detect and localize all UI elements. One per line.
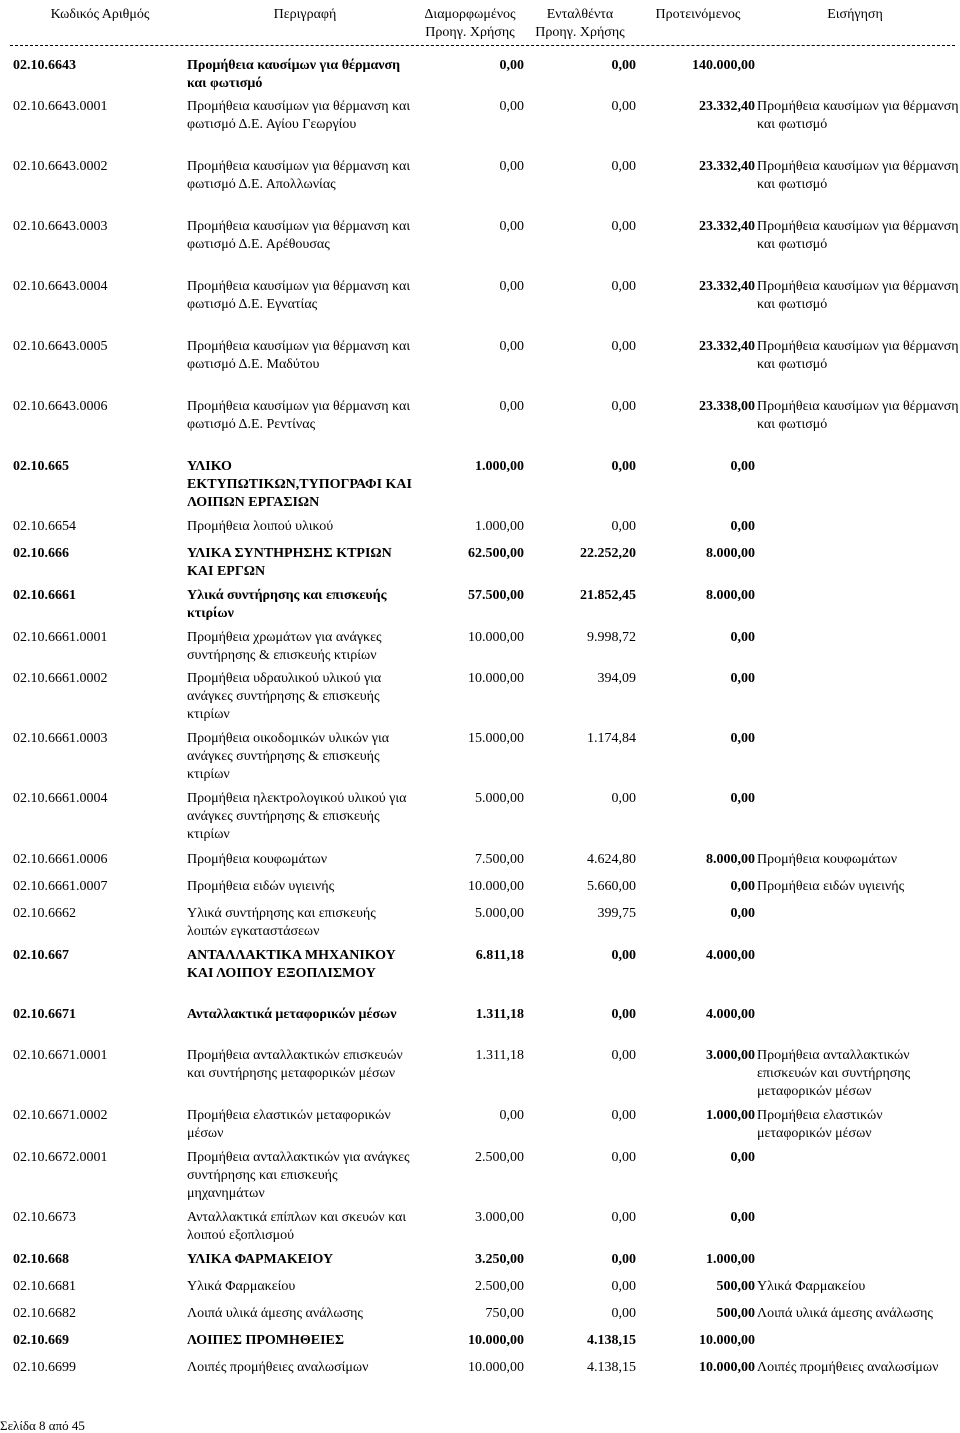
ordered-prev-year-cell: 0,00	[611, 1048, 636, 1063]
proposed-cell: 8.000,00	[706, 546, 755, 561]
proposed-cell: 10.000,00	[699, 1360, 755, 1375]
code-cell: 02.10.668	[13, 1252, 69, 1267]
proposed-cell: 23.332,40	[699, 159, 755, 174]
code-cell: 02.10.6661.0002	[13, 671, 108, 686]
proposed-cell: 1.000,00	[706, 1108, 755, 1123]
code-cell: 02.10.6643.0003	[13, 219, 108, 234]
description-cell: Προμήθεια καυσίμων για θέρμανση και φωτισμό Δ.Ε. Απολλωνίας	[187, 159, 411, 192]
adjusted-prev-year-cell: 7.500,00	[475, 852, 524, 867]
ordered-prev-year-cell: 0,00	[611, 1210, 636, 1225]
code-cell: 02.10.6643	[13, 58, 76, 73]
ordered-prev-year-cell: 0,00	[611, 1279, 636, 1294]
code-cell: 02.10.6662	[13, 906, 76, 921]
description-cell: Προμήθεια καυσίμων για θέρμανση και φωτισμό Δ.Ε. Ρεντίνας	[187, 399, 411, 432]
description-cell: Προμήθεια ηλεκτρολογικού υλικού για ανάγκες συντήρησης & επισκευής κτιρίων	[187, 791, 407, 842]
code-cell: 02.10.666	[13, 546, 69, 561]
proposed-cell: 4.000,00	[706, 1007, 755, 1022]
adjusted-prev-year-cell: 6.811,18	[475, 948, 524, 963]
proposed-cell: 23.332,40	[699, 339, 755, 354]
report-cell: Προμήθεια καυσίμων για θέρμανση και φωτισμό	[757, 99, 959, 132]
header-ordered	[525, 6, 635, 42]
report-cell: Προμήθεια καυσίμων για θέρμανση και φωτισμό	[757, 159, 959, 192]
table-header	[0, 0, 960, 44]
code-cell: 02.10.6682	[13, 1306, 76, 1321]
ordered-prev-year-cell: 4.138,15	[587, 1333, 636, 1348]
proposed-cell: 500,00	[716, 1306, 755, 1321]
description-cell: Προμήθεια καυσίμων για θέρμανση και φωτισμό Δ.Ε. Αρέθουσας	[187, 219, 411, 252]
adjusted-prev-year-cell: 57.500,00	[468, 588, 524, 603]
header-proposed: Προτεινόμενος	[655, 7, 741, 22]
header-report: Εισήγηση	[827, 7, 883, 22]
ordered-prev-year-cell: 0,00	[611, 399, 636, 414]
adjusted-prev-year-cell: 10.000,00	[468, 1333, 524, 1348]
adjusted-prev-year-cell: 10.000,00	[468, 879, 524, 894]
header-ordered-line1: Ενταλθέντα	[546, 7, 614, 22]
ordered-prev-year-cell: 0,00	[611, 948, 636, 963]
code-cell: 02.10.669	[13, 1333, 69, 1348]
ordered-prev-year-cell: 4.624,80	[587, 852, 636, 867]
proposed-cell: 0,00	[730, 879, 755, 894]
proposed-cell: 0,00	[730, 1210, 755, 1225]
description-cell: Προμήθεια ειδών υγιεινής	[187, 879, 335, 894]
description-cell: Προμήθεια καυσίμων για θέρμανση και φωτισμό Δ.Ε. Αγίου Γεωργίου	[187, 99, 411, 132]
ordered-prev-year-cell: 0,00	[611, 1150, 636, 1165]
code-cell: 02.10.6661.0007	[13, 879, 108, 894]
proposed-cell: 0,00	[730, 630, 755, 645]
ordered-prev-year-cell: 0,00	[611, 1108, 636, 1123]
adjusted-prev-year-cell: 0,00	[499, 1108, 524, 1123]
header-adjusted	[415, 6, 525, 42]
ordered-prev-year-cell: 0,00	[611, 159, 636, 174]
proposed-cell: 8.000,00	[706, 852, 755, 867]
adjusted-prev-year-cell: 3.000,00	[475, 1210, 524, 1225]
description-cell: Λοιπές προμήθειες αναλωσίμων	[187, 1360, 369, 1375]
description-cell: Προμήθεια χρωμάτων για ανάγκες συντήρησης & επισκευής κτιρίων	[187, 630, 382, 663]
description-cell: Προμήθεια υδραυλικού υλικού για ανάγκες συντήρησης & επισκευής κτιρίων	[187, 671, 382, 722]
report-cell: Προμήθεια καυσίμων για θέρμανση και φωτισμό	[757, 399, 959, 432]
proposed-cell: 0,00	[730, 791, 755, 806]
code-cell: 02.10.6643.0002	[13, 159, 108, 174]
description-cell: Υλικά Φαρμακείου	[187, 1279, 296, 1294]
code-cell: 02.10.6671.0001	[13, 1048, 108, 1063]
adjusted-prev-year-cell: 0,00	[499, 219, 524, 234]
ordered-prev-year-cell: 21.852,45	[580, 588, 636, 603]
description-cell: Προμήθεια ανταλλακτικών για ανάγκες συντήρησης και επισκευής μηχανημάτων	[187, 1150, 410, 1201]
description-cell: Προμήθεια οικοδομικών υλικών για ανάγκες συντήρησης & επισκευής κτιρίων	[187, 731, 390, 782]
header-adjusted-line1: Διαμορφωμένος	[424, 7, 516, 22]
proposed-cell: 0,00	[730, 671, 755, 686]
code-cell: 02.10.6672.0001	[13, 1150, 108, 1165]
code-cell: 02.10.6661.0004	[13, 791, 108, 806]
ordered-prev-year-cell: 0,00	[611, 1306, 636, 1321]
header-description: Περιγραφή	[273, 7, 337, 22]
description-cell: ΥΛΙΚΟ ΕΚΤΥΠΩΤΙΚΩΝ,ΤΥΠΟΓΡΑΦΙ ΚΑΙ ΛΟΙΠΩΝ ΕΡΓΑΣΙΩΝ	[187, 459, 412, 510]
code-cell: 02.10.665	[13, 459, 69, 474]
adjusted-prev-year-cell: 0,00	[499, 279, 524, 294]
report-cell: Λοιπές προμήθειες αναλωσίμων	[757, 1360, 939, 1375]
code-cell: 02.10.6661	[13, 588, 76, 603]
description-cell: Προμήθεια ανταλλακτικών επισκευών και συντήρησης μεταφορικών μέσων	[187, 1048, 403, 1081]
code-cell: 02.10.6699	[13, 1360, 76, 1375]
proposed-cell: 0,00	[730, 519, 755, 534]
ordered-prev-year-cell: 0,00	[611, 519, 636, 534]
header-adjusted-line2: Προηγ. Χρήσης	[425, 25, 515, 40]
ordered-prev-year-cell: 22.252,20	[580, 546, 636, 561]
ordered-prev-year-cell: 0,00	[611, 219, 636, 234]
header-code: Κωδικός Αριθμός	[50, 7, 150, 22]
description-cell: Προμήθεια καυσίμων για θέρμανση και φωτισμό Δ.Ε. Μαδύτου	[187, 339, 411, 372]
ordered-prev-year-cell: 0,00	[611, 791, 636, 806]
code-cell: 02.10.6661.0001	[13, 630, 108, 645]
ordered-prev-year-cell: 0,00	[611, 459, 636, 474]
description-cell: Υλικά συντήρησης και επισκευής κτιρίων	[187, 588, 387, 621]
adjusted-prev-year-cell: 3.250,00	[475, 1252, 524, 1267]
proposed-cell: 0,00	[730, 731, 755, 746]
code-cell: 02.10.6671	[13, 1007, 76, 1022]
description-cell: Προμήθεια λοιπού υλικού	[187, 519, 334, 534]
ordered-prev-year-cell: 0,00	[611, 99, 636, 114]
ordered-prev-year-cell: 0,00	[611, 1007, 636, 1022]
ordered-prev-year-cell: 394,09	[597, 671, 636, 686]
page-number: Σελίδα 8 από 45	[0, 1418, 85, 1433]
adjusted-prev-year-cell: 5.000,00	[475, 906, 524, 921]
ordered-prev-year-cell: 0,00	[611, 1252, 636, 1267]
ordered-prev-year-cell: 0,00	[611, 58, 636, 73]
code-cell: 02.10.6654	[13, 519, 76, 534]
proposed-cell: 3.000,00	[706, 1048, 755, 1063]
proposed-cell: 1.000,00	[706, 1252, 755, 1267]
code-cell: 02.10.6681	[13, 1279, 76, 1294]
report-cell: Προμήθεια ελαστικών μεταφορικών μέσων	[757, 1108, 883, 1141]
adjusted-prev-year-cell: 10.000,00	[468, 630, 524, 645]
report-cell: Υλικά Φαρμακείου	[757, 1279, 866, 1294]
adjusted-prev-year-cell: 0,00	[499, 99, 524, 114]
description-cell: ΛΟΙΠΕΣ ΠΡΟΜΗΘΕΙΕΣ	[187, 1333, 345, 1348]
code-cell: 02.10.6643.0006	[13, 399, 108, 414]
proposed-cell: 0,00	[730, 1150, 755, 1165]
proposed-cell: 23.332,40	[699, 219, 755, 234]
proposed-cell: 23.332,40	[699, 99, 755, 114]
description-cell: Προμήθεια κουφωμάτων	[187, 852, 328, 867]
proposed-cell: 23.332,40	[699, 279, 755, 294]
proposed-cell: 8.000,00	[706, 588, 755, 603]
description-cell: ΥΛΙΚΑ ΦΑΡΜΑΚΕΙΟΥ	[187, 1252, 334, 1267]
ordered-prev-year-cell: 9.998,72	[587, 630, 636, 645]
description-cell: Προμήθεια καυσίμων για θέρμανση και φωτισμό Δ.Ε. Εγνατίας	[187, 279, 411, 312]
header-ordered-line2: Προηγ. Χρήσης	[535, 25, 625, 40]
proposed-cell: 4.000,00	[706, 948, 755, 963]
code-cell: 02.10.6673	[13, 1210, 76, 1225]
report-cell: Προμήθεια κουφωμάτων	[757, 852, 898, 867]
adjusted-prev-year-cell: 1.000,00	[475, 459, 524, 474]
ordered-prev-year-cell: 399,75	[597, 906, 636, 921]
ordered-prev-year-cell: 5.660,00	[587, 879, 636, 894]
ordered-prev-year-cell: 4.138,15	[587, 1360, 636, 1375]
report-cell: Προμήθεια καυσίμων για θέρμανση και φωτισμό	[757, 339, 959, 372]
adjusted-prev-year-cell: 0,00	[499, 399, 524, 414]
adjusted-prev-year-cell: 2.500,00	[475, 1279, 524, 1294]
adjusted-prev-year-cell: 1.311,18	[475, 1007, 524, 1022]
adjusted-prev-year-cell: 0,00	[499, 339, 524, 354]
adjusted-prev-year-cell: 1.311,18	[475, 1048, 524, 1063]
proposed-cell: 140.000,00	[692, 58, 755, 73]
code-cell: 02.10.6671.0002	[13, 1108, 108, 1123]
description-cell: Υλικά συντήρησης και επισκευής λοιπών εγκαταστάσεων	[187, 906, 376, 939]
description-cell: Ανταλλακτικά μεταφορικών μέσων	[187, 1007, 397, 1022]
ordered-prev-year-cell: 0,00	[611, 339, 636, 354]
adjusted-prev-year-cell: 10.000,00	[468, 671, 524, 686]
description-cell: ΑΝΤΑΛΛΑΚΤΙΚΑ ΜΗΧΑΝΙΚΟΥ ΚΑΙ ΛΟΙΠΟΥ ΕΞΟΠΛΙΣΜΟΥ	[187, 948, 396, 981]
adjusted-prev-year-cell: 0,00	[499, 58, 524, 73]
code-cell: 02.10.6643.0004	[13, 279, 108, 294]
description-cell: Ανταλλακτικά επίπλων και σκευών και λοιπού εξοπλισμού	[187, 1210, 407, 1243]
proposed-cell: 500,00	[716, 1279, 755, 1294]
adjusted-prev-year-cell: 5.000,00	[475, 791, 524, 806]
report-cell: Προμήθεια καυσίμων για θέρμανση και φωτισμό	[757, 279, 959, 312]
report-cell: Προμήθεια καυσίμων για θέρμανση και φωτισμό	[757, 219, 959, 252]
adjusted-prev-year-cell: 0,00	[499, 159, 524, 174]
report-cell: Προμήθεια ανταλλακτικών επισκευών και συντήρησης μεταφορικών μέσων	[757, 1048, 911, 1099]
report-cell: Λοιπά υλικά άμεσης ανάλωσης	[757, 1306, 933, 1321]
code-cell: 02.10.667	[13, 948, 69, 963]
code-cell: 02.10.6661.0003	[13, 731, 108, 746]
proposed-cell: 0,00	[730, 906, 755, 921]
ordered-prev-year-cell: 0,00	[611, 279, 636, 294]
adjusted-prev-year-cell: 15.000,00	[468, 731, 524, 746]
code-cell: 02.10.6643.0005	[13, 339, 108, 354]
proposed-cell: 23.338,00	[699, 399, 755, 414]
adjusted-prev-year-cell: 1.000,00	[475, 519, 524, 534]
description-cell: Προμήθεια ελαστικών μεταφορικών μέσων	[187, 1108, 391, 1141]
description-cell: Προμήθεια καυσίμων για θέρμανση και φωτισμό	[187, 58, 401, 91]
adjusted-prev-year-cell: 750,00	[485, 1306, 524, 1321]
adjusted-prev-year-cell: 10.000,00	[468, 1360, 524, 1375]
report-cell: Προμήθεια ειδών υγιεινής	[757, 879, 905, 894]
proposed-cell: 10.000,00	[699, 1333, 755, 1348]
code-cell: 02.10.6661.0006	[13, 852, 108, 867]
proposed-cell: 0,00	[730, 459, 755, 474]
description-cell: ΥΛΙΚΑ ΣΥΝΤΗΡΗΣΗΣ ΚΤΡΙΩΝ ΚΑΙ ΕΡΓΩΝ	[187, 546, 392, 579]
adjusted-prev-year-cell: 62.500,00	[468, 546, 524, 561]
adjusted-prev-year-cell: 2.500,00	[475, 1150, 524, 1165]
header-divider	[10, 45, 955, 46]
ordered-prev-year-cell: 1.174,84	[587, 731, 636, 746]
description-cell: Λοιπά υλικά άμεσης ανάλωσης	[187, 1306, 363, 1321]
code-cell: 02.10.6643.0001	[13, 99, 108, 114]
